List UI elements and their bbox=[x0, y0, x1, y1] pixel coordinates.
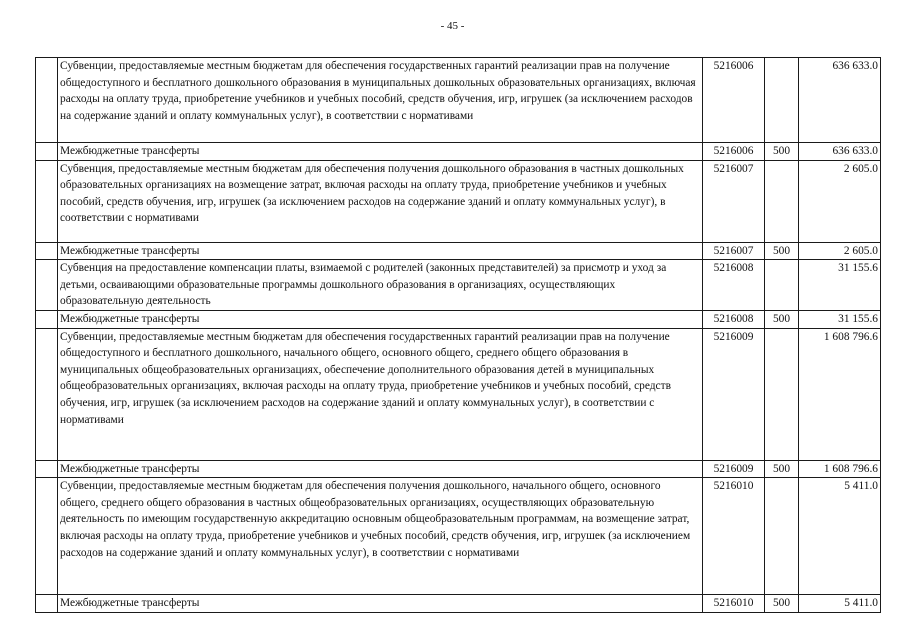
row-code-cell: 5216006 bbox=[703, 58, 765, 143]
budget-table bbox=[35, 57, 881, 613]
row-blank-cell bbox=[36, 58, 58, 143]
row-type-cell bbox=[765, 160, 799, 242]
row-blank-cell bbox=[36, 478, 58, 595]
row-type-cell bbox=[765, 58, 799, 143]
row-blank-cell bbox=[36, 310, 58, 328]
row-name-cell: Субвенция на предоставление компенсации платы, взимаемой с родителей (законных представителей) за присмотр и уход за детьми, осваивающими образовательные программы дошкольного образования в организациях, осуществляющих образовательную деятельность bbox=[58, 260, 703, 311]
row-blank-cell bbox=[36, 260, 58, 311]
row-code-cell: 5216008 bbox=[703, 260, 765, 311]
row-blank-cell bbox=[36, 160, 58, 242]
row-type-cell: 500 bbox=[765, 310, 799, 328]
row-blank-cell bbox=[36, 460, 58, 478]
row-blank-cell bbox=[36, 242, 58, 260]
row-code-cell: 5216010 bbox=[703, 595, 765, 613]
budget-table-body bbox=[36, 58, 881, 613]
row-amount-cell: 31 155.6 bbox=[799, 260, 881, 311]
row-amount-cell: 5 411.0 bbox=[799, 595, 881, 613]
subvention-row bbox=[36, 328, 881, 460]
row-code-cell: 5216007 bbox=[703, 160, 765, 242]
row-name-cell: Межбюджетные трансферты bbox=[58, 460, 703, 478]
row-blank-cell bbox=[36, 143, 58, 161]
row-amount-cell: 2 605.0 bbox=[799, 160, 881, 242]
row-name-cell: Межбюджетные трансферты bbox=[58, 595, 703, 613]
row-code-cell: 5216009 bbox=[703, 328, 765, 460]
transfer-row bbox=[36, 595, 881, 613]
row-amount-cell: 636 633.0 bbox=[799, 58, 881, 143]
row-name-cell: Субвенции, предоставляемые местным бюджетам для обеспечения государственных гарантий реализации прав на получение общедоступного и бесплатного дошкольного, начального общего, основного общего, среднего общего образования в муниципальных общеобразовательных организациях, обеспечение дополнительного образования детей в муниципальных общеобразовательных организациях, включая расходы на оплату труда, приобретение учебников и учебных пособий, средств обучения, игр, игрушек (за исключением расходов на содержание зданий и оплату коммунальных услуг), в соответствии с нормативами bbox=[58, 328, 703, 460]
transfer-row bbox=[36, 143, 881, 161]
row-code-cell: 5216008 bbox=[703, 310, 765, 328]
row-blank-cell bbox=[36, 328, 58, 460]
subvention-row bbox=[36, 478, 881, 595]
transfer-row bbox=[36, 460, 881, 478]
row-name-cell: Межбюджетные трансферты bbox=[58, 143, 703, 161]
subvention-row bbox=[36, 160, 881, 242]
row-code-cell: 5216007 bbox=[703, 242, 765, 260]
row-name-cell: Субвенция, предоставляемые местным бюджетам для обеспечения получения дошкольного образования в частных дошкольных образовательных организациях на возмещение затрат, включая расходы на оплату труда, приобретение учебников и учебных пособий, средств обучения, игр, игрушек (за исключением расходов на содержание зданий и оплату коммунальных услуг), в соответствии с нормативами bbox=[58, 160, 703, 242]
row-code-cell: 5216010 bbox=[703, 478, 765, 595]
row-amount-cell: 1 608 796.6 bbox=[799, 328, 881, 460]
row-name-cell: Межбюджетные трансферты bbox=[58, 242, 703, 260]
row-name-cell: Межбюджетные трансферты bbox=[58, 310, 703, 328]
row-code-cell: 5216006 bbox=[703, 143, 765, 161]
transfer-row bbox=[36, 310, 881, 328]
page-number: - 45 - bbox=[440, 20, 465, 32]
row-amount-cell: 2 605.0 bbox=[799, 242, 881, 260]
row-amount-cell: 1 608 796.6 bbox=[799, 460, 881, 478]
row-name-cell: Субвенции, предоставляемые местным бюджетам для обеспечения государственных гарантий реализации прав на получение общедоступного и бесплатного дошкольного образования в муниципальных дошкольных образовательных организациях, включая расходы на оплату труда, приобретение учебников и учебных пособий, средств обучения, игр, игрушек (за исключением расходов на содержание зданий и оплату коммунальных услуг), в соответствии с нормативами bbox=[58, 58, 703, 143]
row-type-cell bbox=[765, 478, 799, 595]
row-type-cell: 500 bbox=[765, 595, 799, 613]
row-amount-cell: 636 633.0 bbox=[799, 143, 881, 161]
row-type-cell bbox=[765, 260, 799, 311]
row-amount-cell: 31 155.6 bbox=[799, 310, 881, 328]
subvention-row bbox=[36, 58, 881, 143]
row-amount-cell: 5 411.0 bbox=[799, 478, 881, 595]
row-name-cell: Субвенции, предоставляемые местным бюджетам для обеспечения получения дошкольного, начального общего, основного общего, среднего общего образования в частных общеобразовательных организациях, осуществляющих образовательную деятельность по имеющим государственную аккредитацию основным общеобразовательным программам, на возмещение затрат, включая расходы на оплату труда, приобретение учебников и учебных пособий, средств обучения, игр, игрушек (за исключением расходов на содержание зданий и оплату коммунальных услуг), в соответствии с нормативами bbox=[58, 478, 703, 595]
row-type-cell bbox=[765, 328, 799, 460]
row-type-cell: 500 bbox=[765, 143, 799, 161]
transfer-row bbox=[36, 242, 881, 260]
subvention-row bbox=[36, 260, 881, 311]
row-blank-cell bbox=[36, 595, 58, 613]
row-code-cell: 5216009 bbox=[703, 460, 765, 478]
row-type-cell: 500 bbox=[765, 460, 799, 478]
row-type-cell: 500 bbox=[765, 242, 799, 260]
